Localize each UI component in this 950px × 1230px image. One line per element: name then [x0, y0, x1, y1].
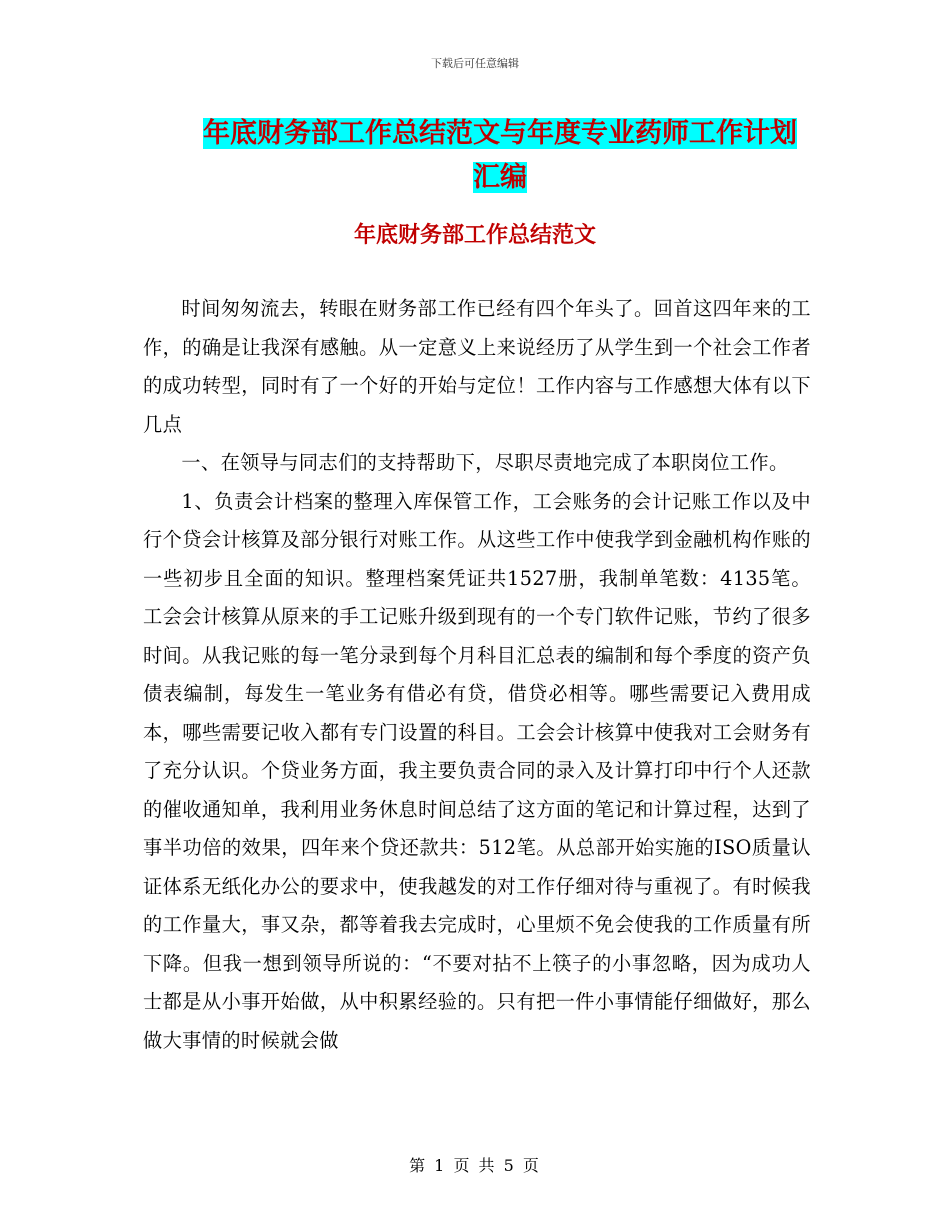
- header-note: 下载后可任意编辑: [431, 57, 519, 70]
- main-title-text: 年底财务部工作总结范文与年度专业药师工作计划汇编: [203, 118, 797, 193]
- total-pages-number: 5: [503, 1156, 516, 1175]
- page-footer: [0, 1153, 950, 1176]
- paragraph: 1、负责会计档案的整理入库保管工作，工会账务的会计记账工作以及中行个贷会计核算及部分银行对账工作。从这些工作中使我学到金融机构作账的一些初步且全面的知识。整理档案凭证共1527册，我制单笔数：4135笔。工会会计核算从原来的手工记账升级到现有的一个专门软件记账，节约了很多时间。从我记账的每一笔分录到每个月科目汇总表的编制和每个季度的资产负债表编制，每发生一笔业务有借必有贷，借贷必相等。哪些需要记入费用成本，哪些需要记收入都有专门设置的科目。工会会计核算中使我对工会财务有了充分认识。个贷业务方面，我主要负责合同的录入及计算打印中行个人还款的催收通知单，我利用业务休息时间总结了这方面的笔记和计算过程，达到了事半功倍的效果，四年来个贷还款共：512笔。从总部开始实施的ISO质量认证体系无纸化办公的要求中，使我越发的对工作仔细对待与重视了。有时候我的工作量大，事又杂，都等着我去完成时，心里烦不免会使我的工作质量有所下降。但我一想到领导所说的：“不要对拈不上筷子的小事忽略，因为成功人士都是从小事开始做，从中积累经验的。只有把一件小事情能仔细做好，那么做大事情的时候就会做: [143, 489, 811, 1052]
- page-label-prefix: 第: [409, 1156, 428, 1175]
- paragraph: 时间匆匆流去，转眼在财务部工作已经有四个年头了。回首这四年来的工作，的确是让我深有感触。从一定意义上来说经历了从学生到一个社会工作者的成功转型，同时有了一个好的开始与定位！工作内容与工作感想大体有以下几点: [143, 297, 811, 436]
- section-title: 年底财务部工作总结范文: [353, 223, 596, 248]
- main-title: [190, 112, 810, 200]
- paragraph: 一、在领导与同志们的支持帮助下，尽职尽责地完成了本职岗位工作。: [181, 451, 789, 474]
- page-label-mid: 页 共: [453, 1156, 497, 1175]
- page-label-suffix: 页: [522, 1156, 541, 1175]
- current-page-number: 1: [434, 1156, 447, 1175]
- body-text: [143, 290, 811, 1060]
